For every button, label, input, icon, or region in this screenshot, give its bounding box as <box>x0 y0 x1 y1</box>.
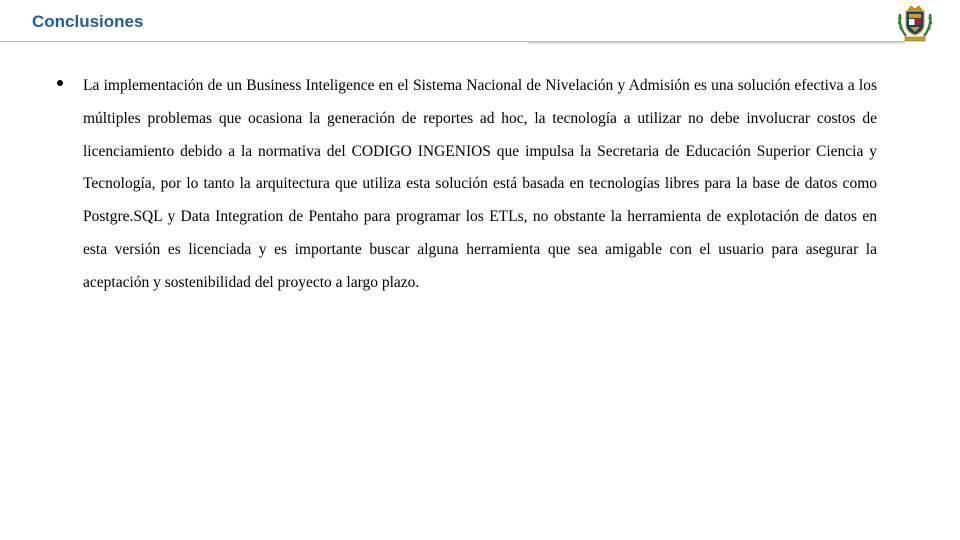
conclusions-list <box>50 70 880 300</box>
bullet-text: La implementación de un Business Inteligence en el Sistema Nacional de Nivelación y Admisión es una solución efectiva a los múltiples problemas que ocasiona la generación de reportes ad hoc, la tecnología a utilizar no debe involucrar costos de licenciamiento debido a la normativa del CODIGO INGENIOS que impulsa la Secretaria de Educación Superior Ciencia y Tecnología, por lo tanto la arquitectura que utiliza esta solución está basada en tecnologías libres para la base de datos como Postgre.SQL y Data Integration de Pentaho para programar los ETLs, no obstante la herramienta de explotación de datos en esta versión es licenciada y es importante buscar alguna herramienta que sea amigable con el usuario para asegurar la aceptación y sostenibilidad del proyecto a largo plazo. <box>83 77 877 291</box>
university-crest-icon <box>896 4 934 44</box>
header-divider-shadow <box>528 42 905 44</box>
list-item <box>50 70 880 300</box>
bullet-icon <box>57 80 63 86</box>
page-title: Conclusiones <box>32 12 144 31</box>
